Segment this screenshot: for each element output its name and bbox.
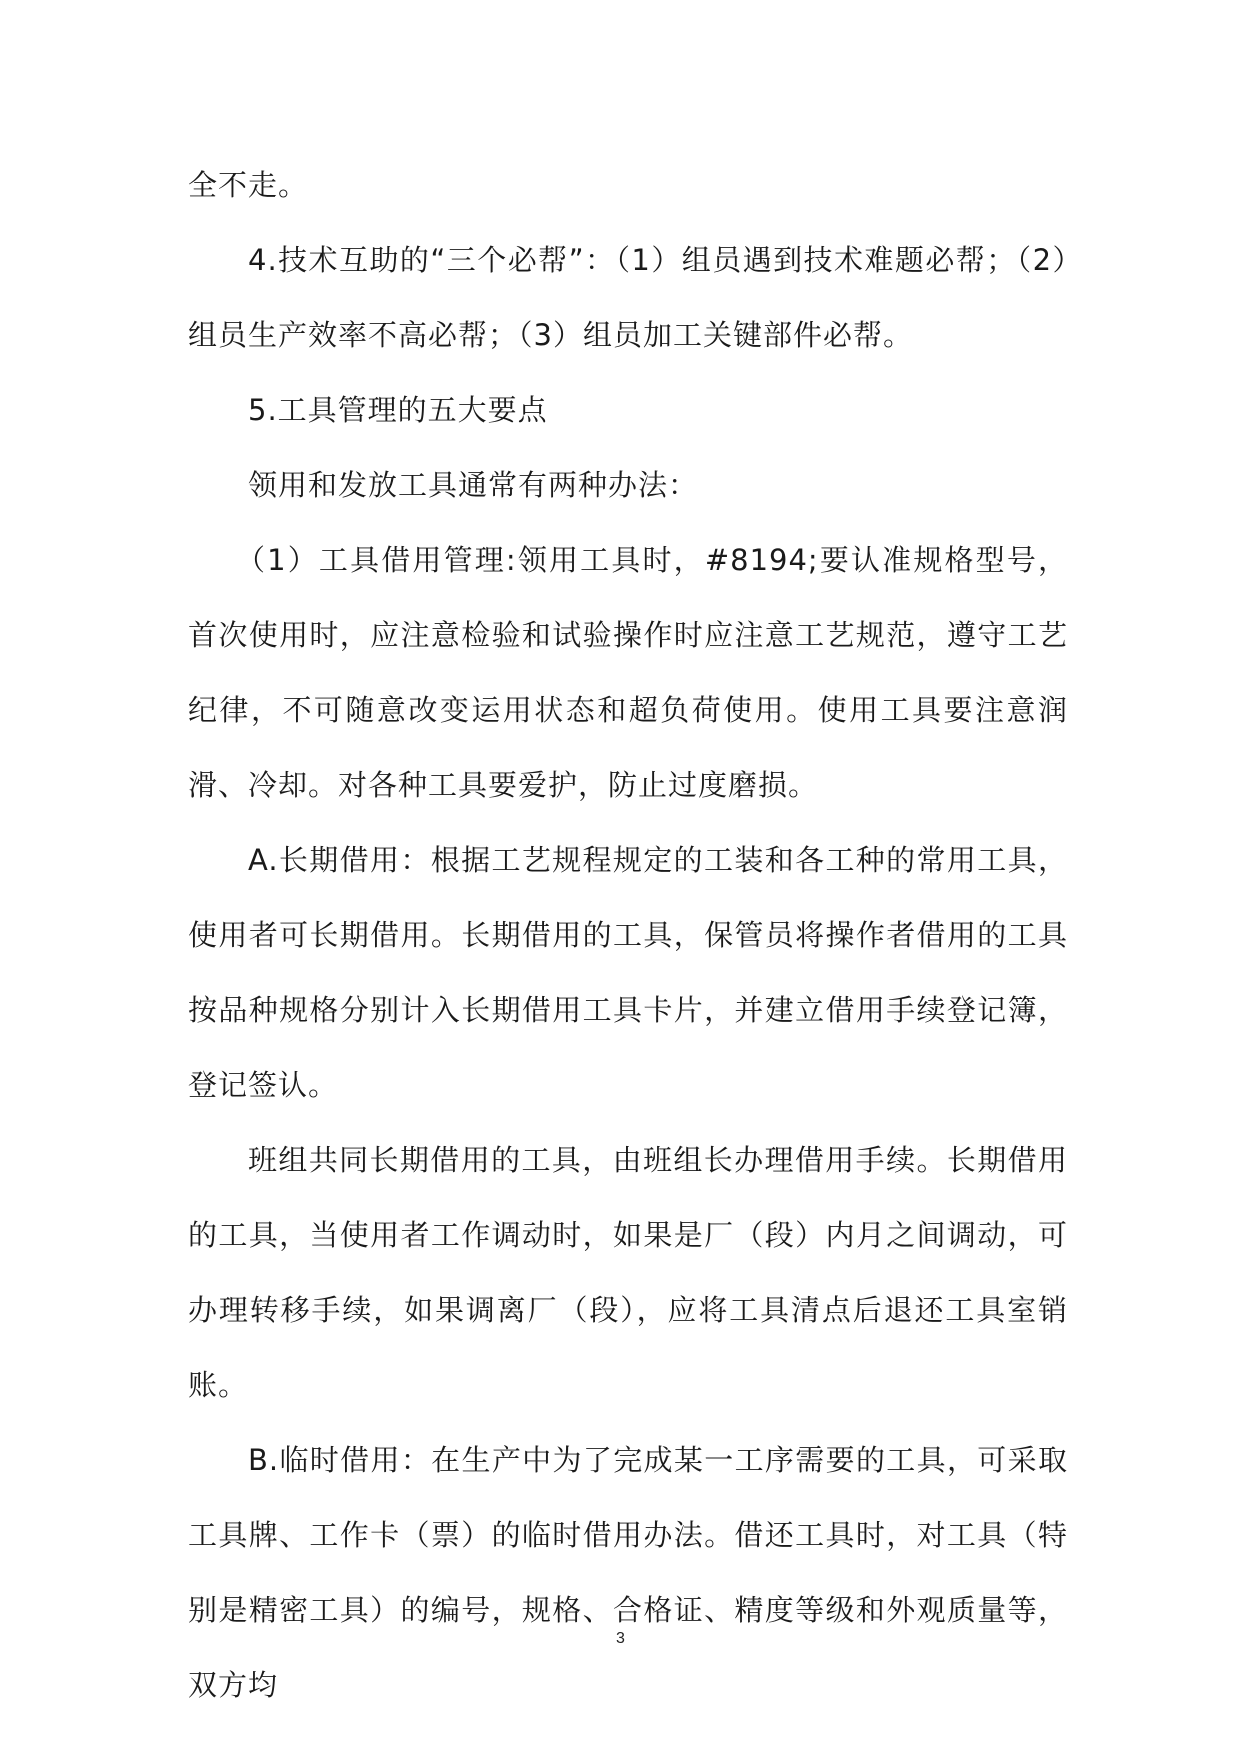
page-number: 3 bbox=[616, 1630, 625, 1647]
paragraph-tool-issuing-methods: 领用和发放工具通常有两种办法： bbox=[248, 468, 699, 502]
paragraph-continuation: 全不走。 bbox=[188, 168, 309, 202]
paragraph-technical-mutual-aid: 4.技术互助的“三个必帮”：（1）组员遇到技术难题必帮；（2）组员生产效率不高必帮；（3）组员加工关键部件必帮。 bbox=[188, 243, 1068, 352]
paragraph-group-long-term-borrowing: 班组共同长期借用的工具，由班组长办理借用手续。长期借用的工具，当使用者工作调动时，如果是厂（段）内月之间调动，可办理转移手续，如果调离厂（段），应将工具清点后退还工具室销账。 bbox=[188, 1143, 1068, 1402]
paragraph-long-term-borrowing: A.长期借用：根据工艺规程规定的工装和各工种的常用工具，使用者可长期借用。长期借用的工具，保管员将操作者借用的工具按品种规格分别计入长期借用工具卡片，并建立借用手续登记簿，登记签认。 bbox=[188, 843, 1068, 1102]
heading-tool-management: 5.工具管理的五大要点 bbox=[248, 393, 548, 427]
paragraph-temporary-borrowing: B.临时借用：在生产中为了完成某一工序需要的工具，可采取工具牌、工作卡（票）的临时借用办法。借还工具时，对工具（特别是精密工具）的编号，规格、合格证、精度等级和外观质量等，双方均 bbox=[188, 1443, 1068, 1702]
document-body bbox=[188, 148, 1068, 1723]
paragraph-tool-borrowing-management: （1）工具借用管理:领用工具时，#8194;要认准规格型号，首次使用时，应注意检验和试验操作时应注意工艺规范，遵守工艺纪律，不可随意改变运用状态和超负荷使用。使用工具要注意润滑、冷却。对各种工具要爱护，防止过度磨损。 bbox=[188, 543, 1068, 802]
